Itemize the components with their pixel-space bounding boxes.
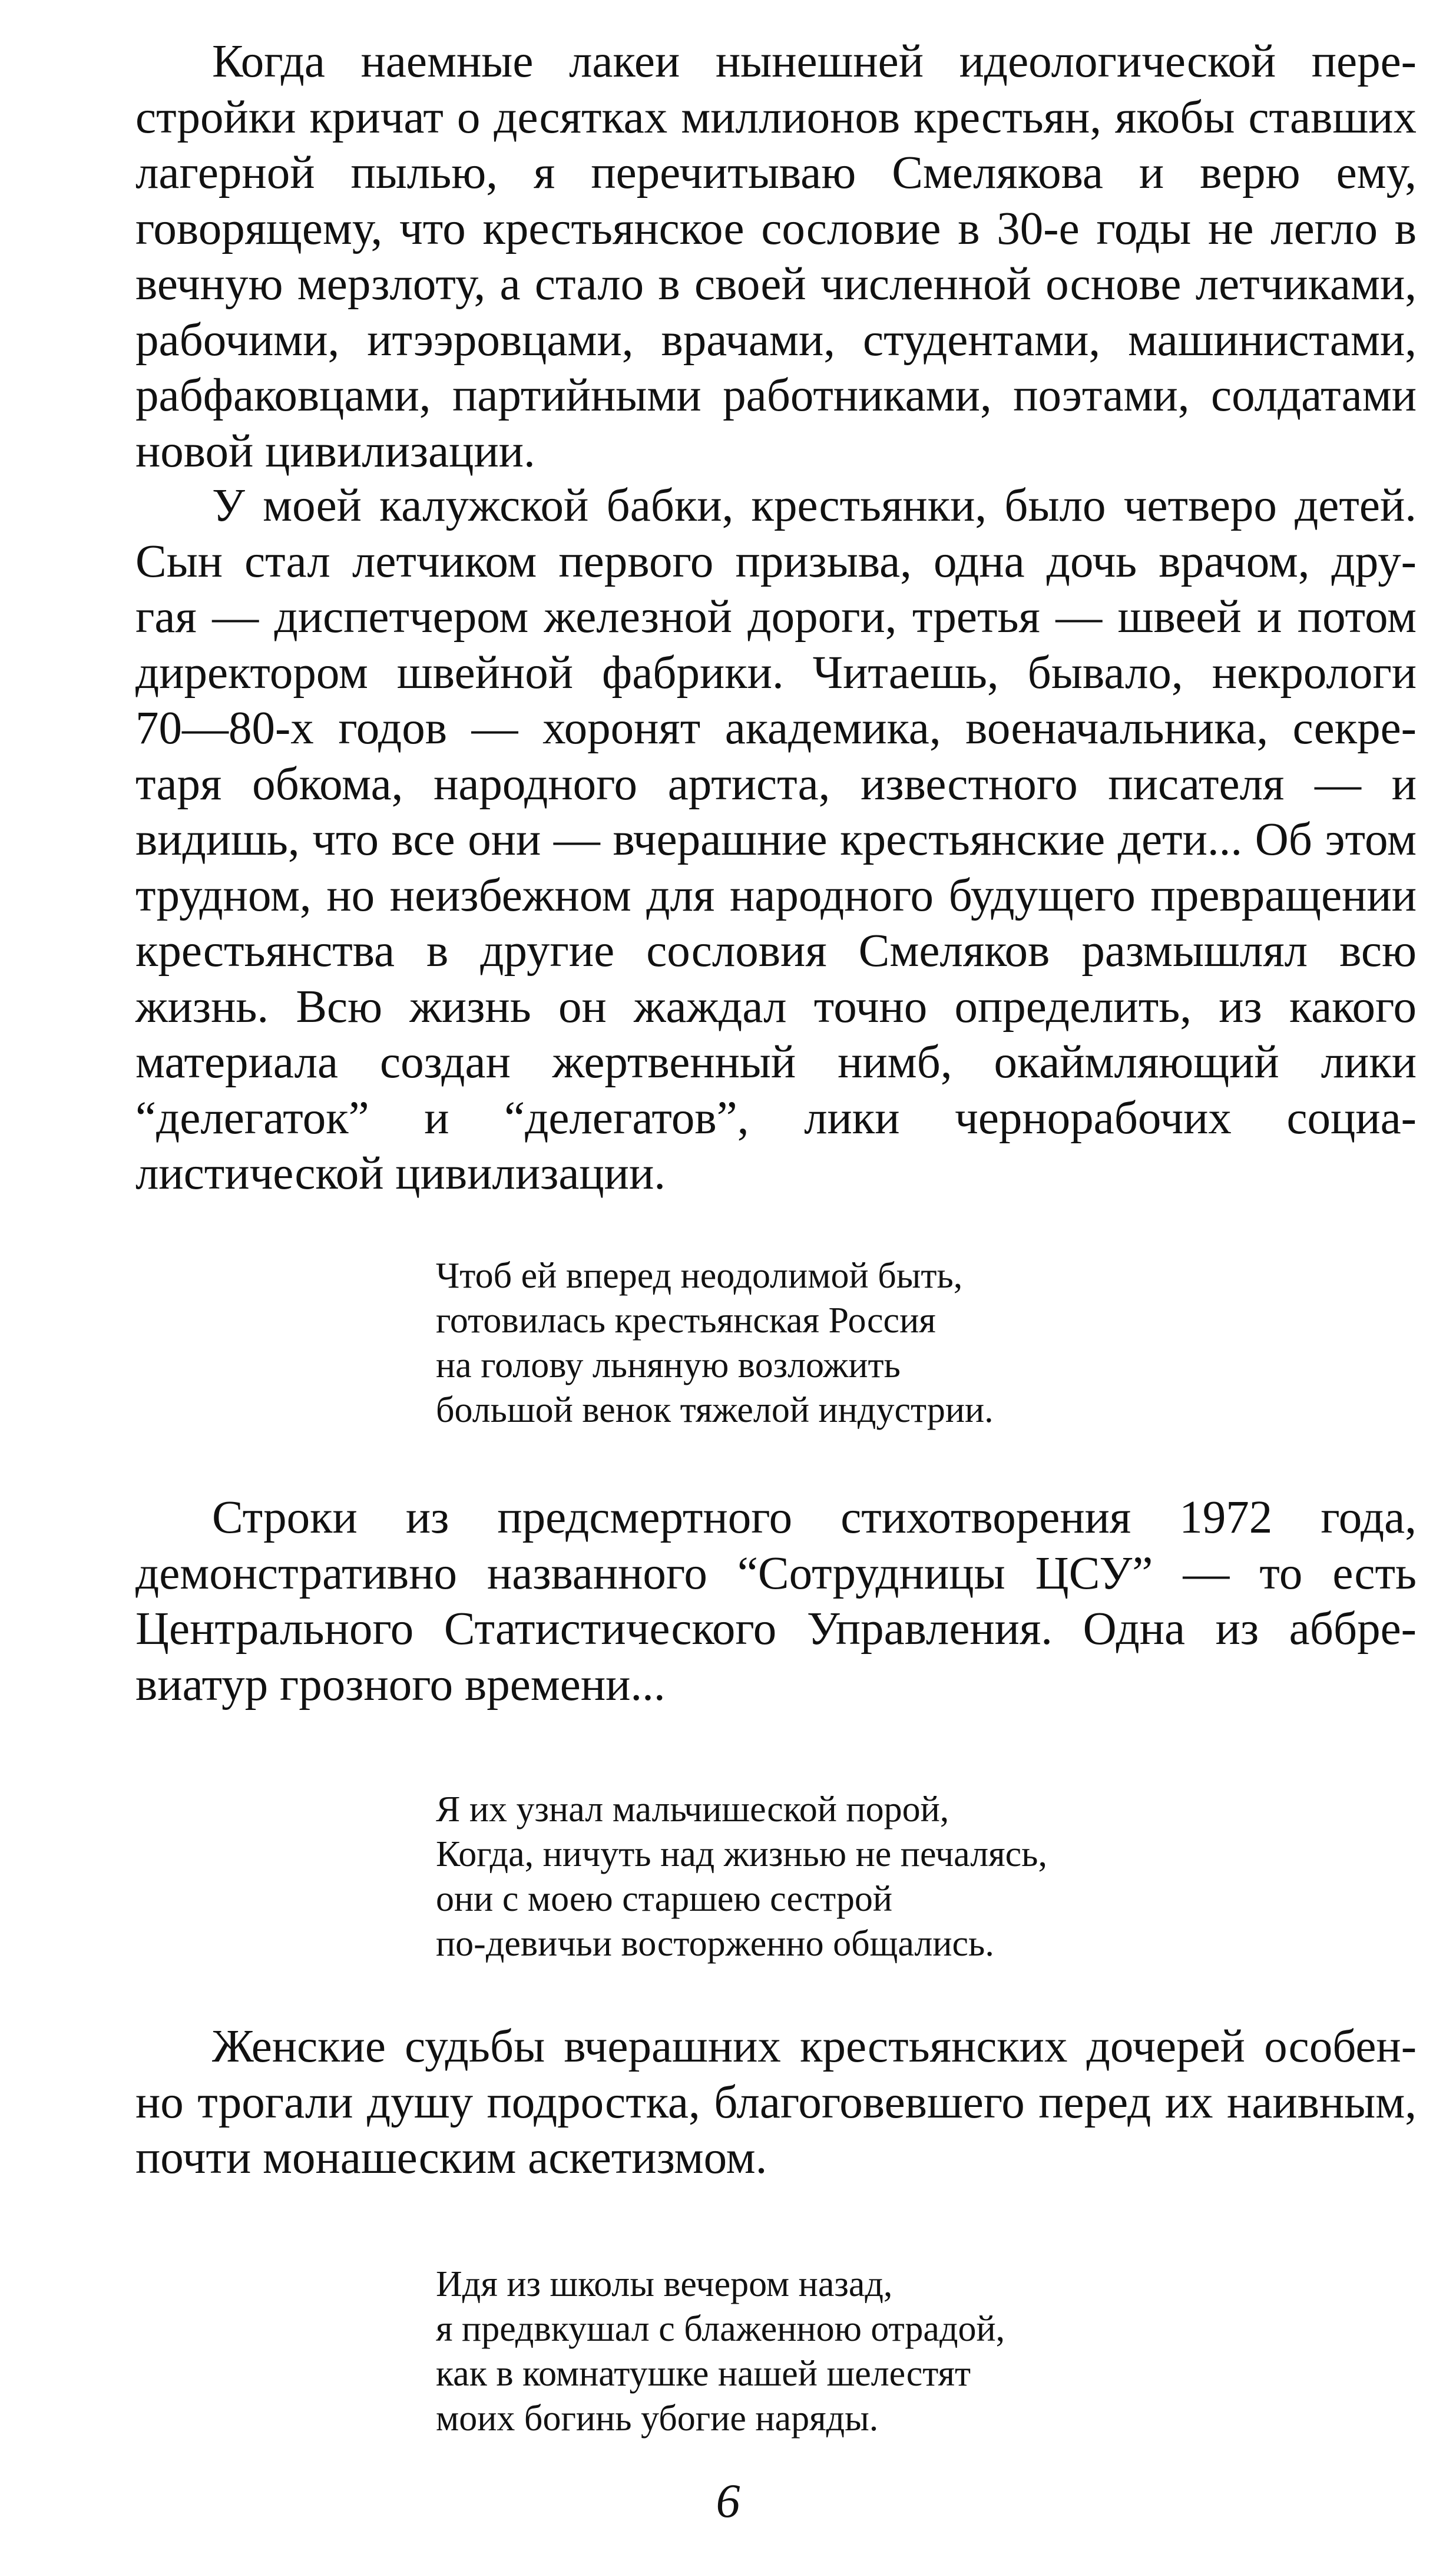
text-line: виатур грозного времени...	[135, 1659, 666, 1711]
verse-line: Идя из школы вечером назад,	[436, 2264, 893, 2304]
text-line: гая — диспетчером железной дороги, третья — швеей и потом	[135, 591, 1417, 643]
text-line: почти монашеским аскетизмом.	[135, 2132, 767, 2183]
paragraph-2	[135, 478, 1417, 1202]
text-line: жизнь. Всю жизнь он жаждал точно определить, из какого	[135, 981, 1417, 1033]
verse-line: на голову льняную возложить	[436, 1345, 901, 1385]
verse-line: Чтоб ей вперед неодолимой быть,	[436, 1256, 963, 1296]
verse-line: готовилась крестьянская Россия	[436, 1301, 936, 1341]
text-line: таря обкома, народного артиста, известного писателя — и	[135, 758, 1417, 810]
text-line: Сын стал летчиком первого призыва, одна дочь врачом, дру-	[135, 535, 1417, 587]
verse-line: по-девичьи восторженно общались.	[436, 1924, 994, 1964]
text-line: Строки из предсмертного стихотворения 1972 года,	[212, 1492, 1417, 1543]
verse-line: Я их узнал мальчишеской порой,	[436, 1789, 949, 1829]
paragraph-3	[135, 1490, 1417, 1713]
text-line: Когда наемные лакеи нынешней идеологической пере-	[212, 36, 1417, 87]
verse-line: моих богинь убогие наряды.	[436, 2398, 879, 2439]
paragraph-1	[135, 34, 1417, 479]
text-line: “делегаток” и “делегатов”, лики чернорабочих социа-	[135, 1092, 1417, 1144]
verse-3	[436, 2262, 1005, 2441]
text-line: Женские судьбы вчерашних крестьянских дочерей особен-	[212, 2021, 1417, 2072]
text-line: листической цивилизации.	[135, 1148, 666, 1199]
verse-line: Когда, ничуть над жизнью не печалясь,	[436, 1834, 1047, 1874]
text-line: Центрального Статистического Управления. Одна из аббре-	[135, 1603, 1417, 1655]
text-line: рабфаковцами, партийными работниками, поэтами, солдатами	[135, 370, 1417, 421]
verse-1	[436, 1253, 994, 1432]
paragraph-4	[135, 2019, 1417, 2186]
text-line: рабочими, итээровцами, врачами, студентами, машинистами,	[135, 314, 1417, 366]
verse-2	[436, 1787, 1047, 1966]
text-line: 70—80-х годов — хоронят академика, военачальника, секре-	[135, 703, 1417, 754]
text-line: но трогали душу подростка, благоговевшего перед их наивным,	[135, 2076, 1417, 2128]
text-line: трудном, но неизбежном для народного будущего превращении	[135, 869, 1417, 921]
verse-line: я предвкушал с блаженною отрадой,	[436, 2309, 1005, 2349]
text-line: вечную мерзлоту, а стало в своей численной основе летчиками,	[135, 259, 1417, 310]
text-line: новой цивилизации.	[135, 425, 535, 477]
verse-line: как в комнатушке нашей шелестят	[436, 2354, 971, 2394]
verse-line: большой венок тяжелой индустрии.	[436, 1390, 994, 1430]
text-line: У моей калужской бабки, крестьянки, было четверо детей.	[212, 480, 1417, 531]
text-line: видишь, что все они — вчерашние крестьянские дети... Об этом	[135, 814, 1417, 865]
text-line: стройки кричат о десятках миллионов крестьян, якобы ставших	[135, 91, 1417, 143]
text-line: говорящему, что крестьянское сословие в 30-е годы не легло в	[135, 203, 1417, 254]
text-line: директором швейной фабрики. Читаешь, бывало, некрологи	[135, 647, 1417, 699]
text-line: демонстративно названного “Сотрудницы ЦСУ” — то есть	[135, 1547, 1417, 1599]
text-line: материала создан жертвенный нимб, окаймляющий лики	[135, 1037, 1417, 1088]
text-line: лагерной пылью, я перечитываю Смелякова и верю ему,	[135, 147, 1417, 198]
page-number: 6	[716, 2474, 740, 2527]
verse-line: они с моею старшею сестрой	[436, 1879, 893, 1919]
text-line: крестьянства в другие сословия Смеляков размышлял всю	[135, 925, 1417, 977]
